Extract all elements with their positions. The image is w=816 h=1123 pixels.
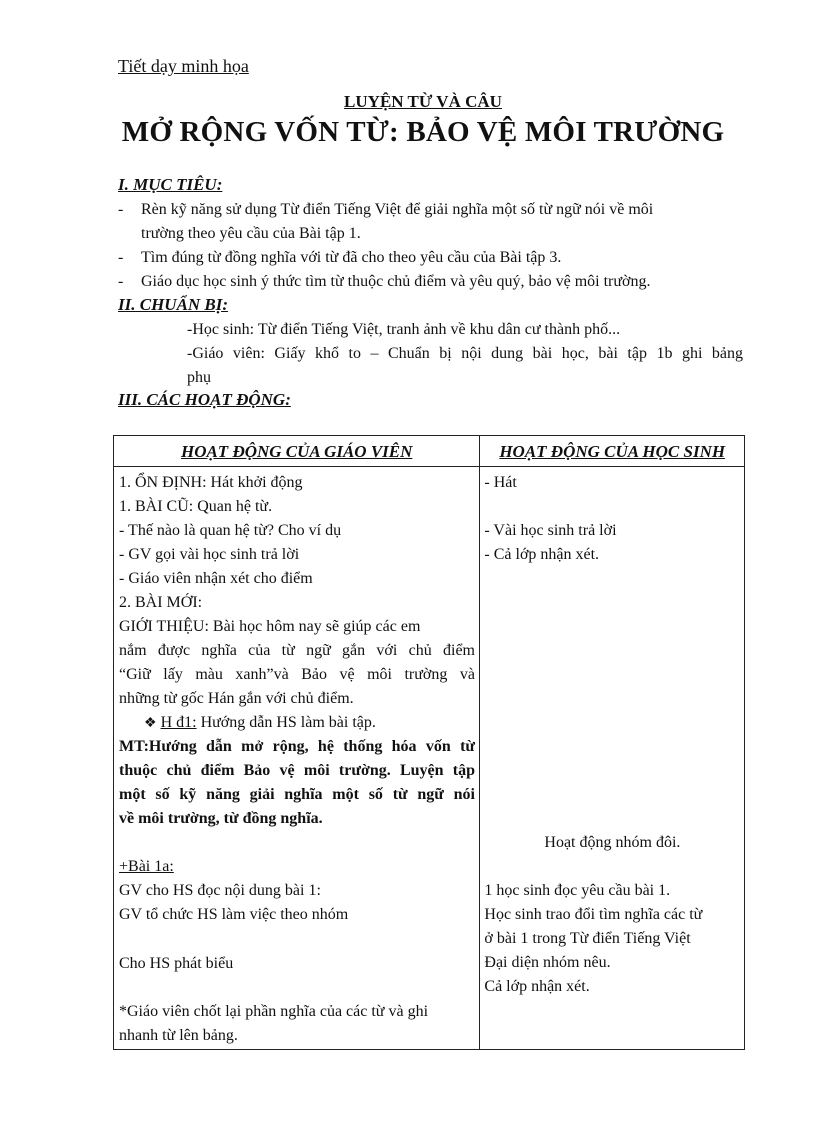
preparation-heading: II. CHUẨN BỊ: — [118, 295, 229, 314]
teacher-line: một số kỹ năng giải nghĩa một số từ ngữ nói — [119, 786, 475, 803]
page-header: Tiết dạy minh họa — [118, 56, 249, 76]
objective-item-1 — [118, 198, 746, 246]
teacher-line — [119, 471, 303, 495]
student-line: - Cả lớp nhận xét. — [484, 546, 600, 563]
teacher-activities-cell — [114, 467, 480, 1050]
student-activities-cell — [480, 467, 745, 1050]
teacher-line: GV cho HS đọc nội dung bài 1: — [119, 882, 321, 899]
objective-item-3 — [118, 270, 746, 294]
diamond-bullet-icon: ❖ — [144, 716, 157, 731]
teacher-column-header: HOẠT ĐỘNG CỦA GIÁO VIÊN — [114, 436, 480, 467]
objectives-heading: I. MỤC TIÊU: — [118, 175, 223, 194]
bullet-dash: - — [118, 249, 124, 266]
teacher-line: GV tổ chức HS làm việc theo nhóm — [119, 906, 349, 923]
teacher-line: về môi trường, từ đồng nghĩa. — [119, 810, 323, 827]
teacher-line: những từ gốc Hán gắn với chủ điểm. — [119, 690, 354, 707]
teacher-line: - GV gọi vài học sinh trả lời — [119, 546, 300, 563]
section-text: Bài học hôm nay sẽ giúp các em — [208, 618, 421, 635]
teacher-line: - Thế nào là quan hệ từ? Cho ví dụ — [119, 522, 342, 539]
preparation-teacher-cont: phụ — [187, 369, 211, 386]
teacher-line: - Giáo viên nhận xét cho điểm — [119, 570, 313, 587]
section-label: GIỚI THIỆU: — [119, 618, 209, 635]
teacher-line: thuộc chủ điểm Bảo vệ môi trường. Luyện tập — [119, 762, 475, 779]
student-line: Học sinh trao đổi tìm nghĩa các từ — [484, 906, 703, 923]
objective-text: Rèn kỹ năng sử dụng Từ điển Tiếng Việt để giải nghĩa một số từ ngữ nói về môi — [141, 201, 654, 218]
section-text: Hát khởi động — [206, 474, 303, 491]
objective-item-2 — [118, 246, 746, 270]
bullet-dash: - — [118, 201, 124, 218]
teacher-line: nắm được nghĩa của từ ngữ gắn với chủ điểm — [119, 642, 475, 659]
lesson-title: MỞ RỘNG VỐN TỪ: BẢO VỆ MÔI TRƯỜNG — [121, 116, 725, 148]
activities-heading: III. CÁC HOẠT ĐỘNG: — [118, 390, 291, 409]
teacher-line: MT:Hướng dẫn mở rộng, hệ thống hóa vốn từ — [119, 738, 475, 755]
student-line: 1 học sinh đọc yêu cầu bài 1. — [484, 882, 671, 899]
activity-text: Hướng dẫn HS làm bài tập. — [196, 714, 376, 731]
objective-text: Tìm đúng từ đồng nghĩa với từ đã cho theo yêu cầu của Bài tập 3. — [141, 249, 562, 266]
teacher-line: *Giáo viên chốt lại phần nghĩa của các từ và ghi — [119, 1003, 429, 1020]
teacher-line: “Giữ lấy màu xanh”và Bảo vệ môi trường và — [119, 666, 475, 683]
activity-label: H đ1: — [160, 714, 197, 731]
activities-table — [113, 435, 745, 1050]
bullet-dash: - — [118, 273, 124, 290]
preparation-student: -Học sinh: Từ điển Tiếng Việt, tranh ảnh về khu dân cư thành phố... — [187, 321, 621, 338]
teacher-line: +Bài 1a: — [119, 858, 174, 875]
objective-text: Giáo dục học sinh ý thức tìm từ thuộc chủ điểm và yêu quý, bảo vệ môi trường. — [141, 273, 651, 290]
lesson-subtitle: LUYỆN TỪ VÀ CÂU — [344, 92, 502, 111]
student-line: - Hát — [484, 474, 517, 491]
student-line: ở bài 1 trong Từ điển Tiếng Việt — [484, 930, 691, 947]
objective-text-cont: trường theo yêu cầu của Bài tập 1. — [141, 225, 361, 242]
teacher-line: nhanh từ lên bảng. — [119, 1027, 238, 1044]
preparation-teacher: -Giáo viên: Giấy khổ to – Chuẩn bị nội dung bài học, bài tập 1b ghi bảng — [187, 345, 743, 362]
student-column-header: HOẠT ĐỘNG CỦA HỌC SINH — [480, 436, 745, 467]
student-line: Cả lớp nhận xét. — [484, 978, 590, 995]
student-line: Hoạt động nhóm đôi. — [544, 834, 681, 851]
teacher-line: 2. BÀI MỚI: — [119, 594, 203, 611]
student-line: - Vài học sinh trả lời — [484, 522, 617, 539]
section-label: 1. ỔN ĐỊNH: — [119, 474, 207, 491]
teacher-line: 1. BÀI CŨ: Quan hệ từ. — [119, 498, 273, 515]
teacher-line — [144, 711, 376, 736]
teacher-line: Cho HS phát biểu — [119, 955, 234, 972]
student-line: Đại diện nhóm nêu. — [484, 954, 611, 971]
teacher-line — [119, 615, 475, 639]
